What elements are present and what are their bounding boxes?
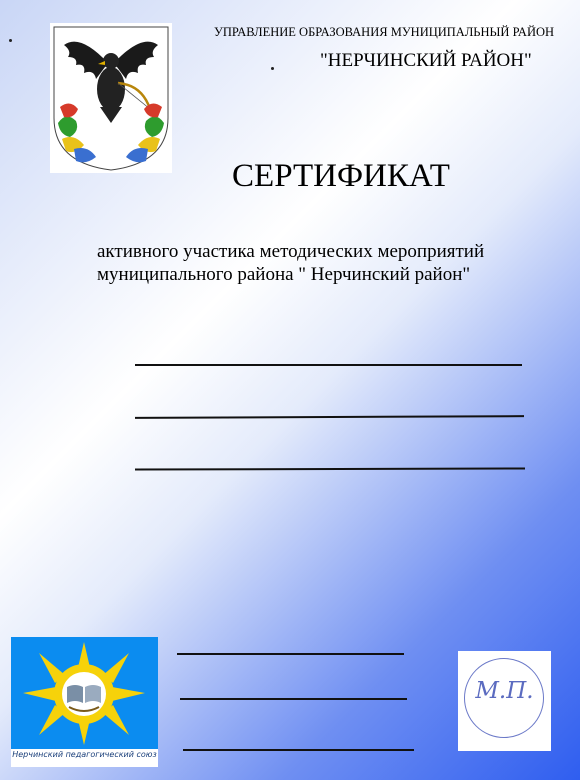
- recipient-line-2: [135, 415, 524, 419]
- recipient-line-3: [135, 467, 525, 470]
- eagle-emblem-icon: [50, 23, 172, 173]
- logo-caption: Нерчинский педагогический союз: [12, 750, 157, 759]
- stamp-label: М.П.: [475, 678, 534, 704]
- signature-line-3: [183, 749, 414, 751]
- subtitle-line-1: активного участика методических мероприятий: [97, 241, 485, 262]
- certificate-subtitle: [97, 240, 567, 286]
- subtitle-line-2: муниципального района " Нерчинский район": [97, 264, 471, 285]
- sun-book-icon: [11, 637, 158, 767]
- stamp-box: [458, 651, 551, 751]
- pedagogical-union-logo: [11, 637, 158, 767]
- header-organization: УПРАВЛЕНИЕ ОБРАЗОВАНИЯ МУНИЦИПАЛЬНЫЙ РАЙОН: [214, 25, 555, 39]
- signature-line-1: [177, 653, 404, 655]
- signature-line-2: [180, 698, 407, 700]
- certificate-title: СЕРТИФИКАТ: [232, 158, 450, 194]
- recipient-line-1: [135, 364, 522, 366]
- header-district: "НЕРЧИНСКИЙ РАЙОН": [320, 50, 532, 71]
- dot-marker: [271, 67, 274, 70]
- dot-marker: [9, 39, 12, 42]
- coat-of-arms: [50, 23, 172, 173]
